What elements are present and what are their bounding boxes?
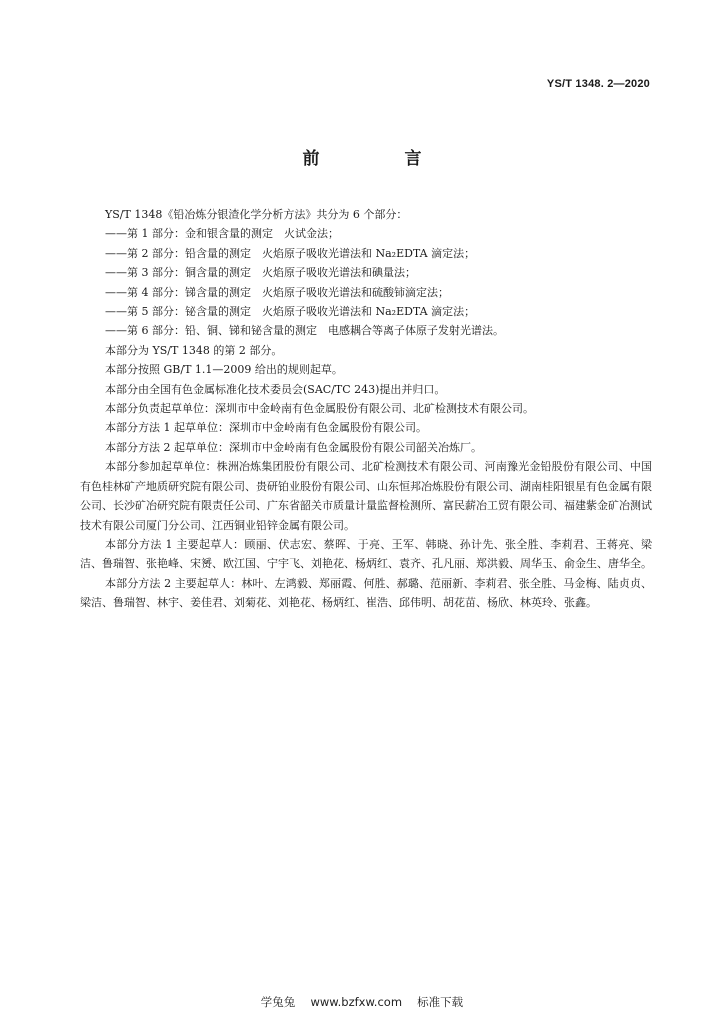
part-3-line: ——第 3 部分：铜含量的测定 火焰原子吸收光谱法和碘量法； xyxy=(105,266,416,280)
part-1-line: ——第 1 部分：金和银含量的测定 火试金法； xyxy=(105,227,339,241)
foreword-body xyxy=(80,205,652,613)
responsible-unit-line: 本部分负责起草单位：深圳市中金岭南有色金属股份有限公司、北矿检测技术有限公司。 xyxy=(105,402,534,416)
part-4-line: ——第 4 部分：锑含量的测定 火焰原子吸收光谱法和硫酸铈滴定法； xyxy=(105,285,449,299)
method-1-drafters-paragraph: 本部分方法 1 主要起草人：顾丽、伏志宏、蔡晖、于亮、王军、韩晓、孙计先、张全胜、李莉君、王蒋亮、梁洁、鲁瑞智、张艳峰、宋赟、欧江国、宁宇飞、刘艳花、杨炳红、袁齐、孔凡丽、郑洪毅、周华玉、俞金生、唐华全。 xyxy=(80,537,652,571)
intro-line: YS/T 1348《铅冶炼分银渣化学分析方法》共分为 6 个部分： xyxy=(105,208,408,221)
standard-number: YS/T 1348. 2—2020 xyxy=(546,78,650,90)
method-1-unit-line: 本部分方法 1 起草单位：深圳市中金岭南有色金属股份有限公司。 xyxy=(105,421,427,435)
part-2-line: ——第 2 部分：铅含量的测定 火焰原子吸收光谱法和 Na₂EDTA 滴定法； xyxy=(105,246,476,260)
part-6-line: ——第 6 部分：铅、铜、锑和铋含量的测定 电感耦合等离子体原子发射光谱法。 xyxy=(105,324,504,338)
method-2-drafters-paragraph: 本部分方法 2 主要起草人：林叶、左鸿毅、郑丽霞、何胜、郝璐、范丽新、李莉君、张全胜、马金梅、陆贞贞、梁洁、鲁瑞智、林宇、姜佳君、刘菊花、刘艳花、杨炳红、崔浩、邱伟明、胡花苗、杨欣、林英玲、张鑫。 xyxy=(80,576,652,610)
method-2-unit-line: 本部分方法 2 起草单位：深圳市中金岭南有色金属股份有限公司韶关冶炼厂。 xyxy=(105,440,482,454)
footer-watermark: 学兔兔 www.bzfxw.com 标准下载 xyxy=(260,995,464,1009)
this-part-line: 本部分为 YS/T 1348 的第 2 部分。 xyxy=(105,343,283,357)
drafting-rules-line: 本部分按照 GB/T 1.1—2009 给出的规则起草。 xyxy=(105,363,343,377)
part-5-line: ——第 5 部分：铋含量的测定 火焰原子吸收光谱法和 Na₂EDTA 滴定法； xyxy=(105,305,476,319)
page-title: 前 言 xyxy=(302,149,456,169)
participants-paragraph: 本部分参加起草单位：株洲冶炼集团股份有限公司、北矿检测技术有限公司、河南豫光金铅股份有限公司、中国有色桂林矿产地质研究院有限公司、贵研铂业股份有限公司、山东恒邦冶炼股份有限公司、湖南桂阳银星有色金属有限公司、长沙矿冶研究院有限责任公司、广东省韶关市质量计量监督检测所、富民薪冶工贸有限公司、福建紫金矿冶测试技术有限公司厦门分公司、江西铜业铅锌金属有限公司。 xyxy=(80,460,652,532)
proposed-by-line: 本部分由全国有色金属标准化技术委员会(SAC/TC 243)提出并归口。 xyxy=(105,382,446,396)
